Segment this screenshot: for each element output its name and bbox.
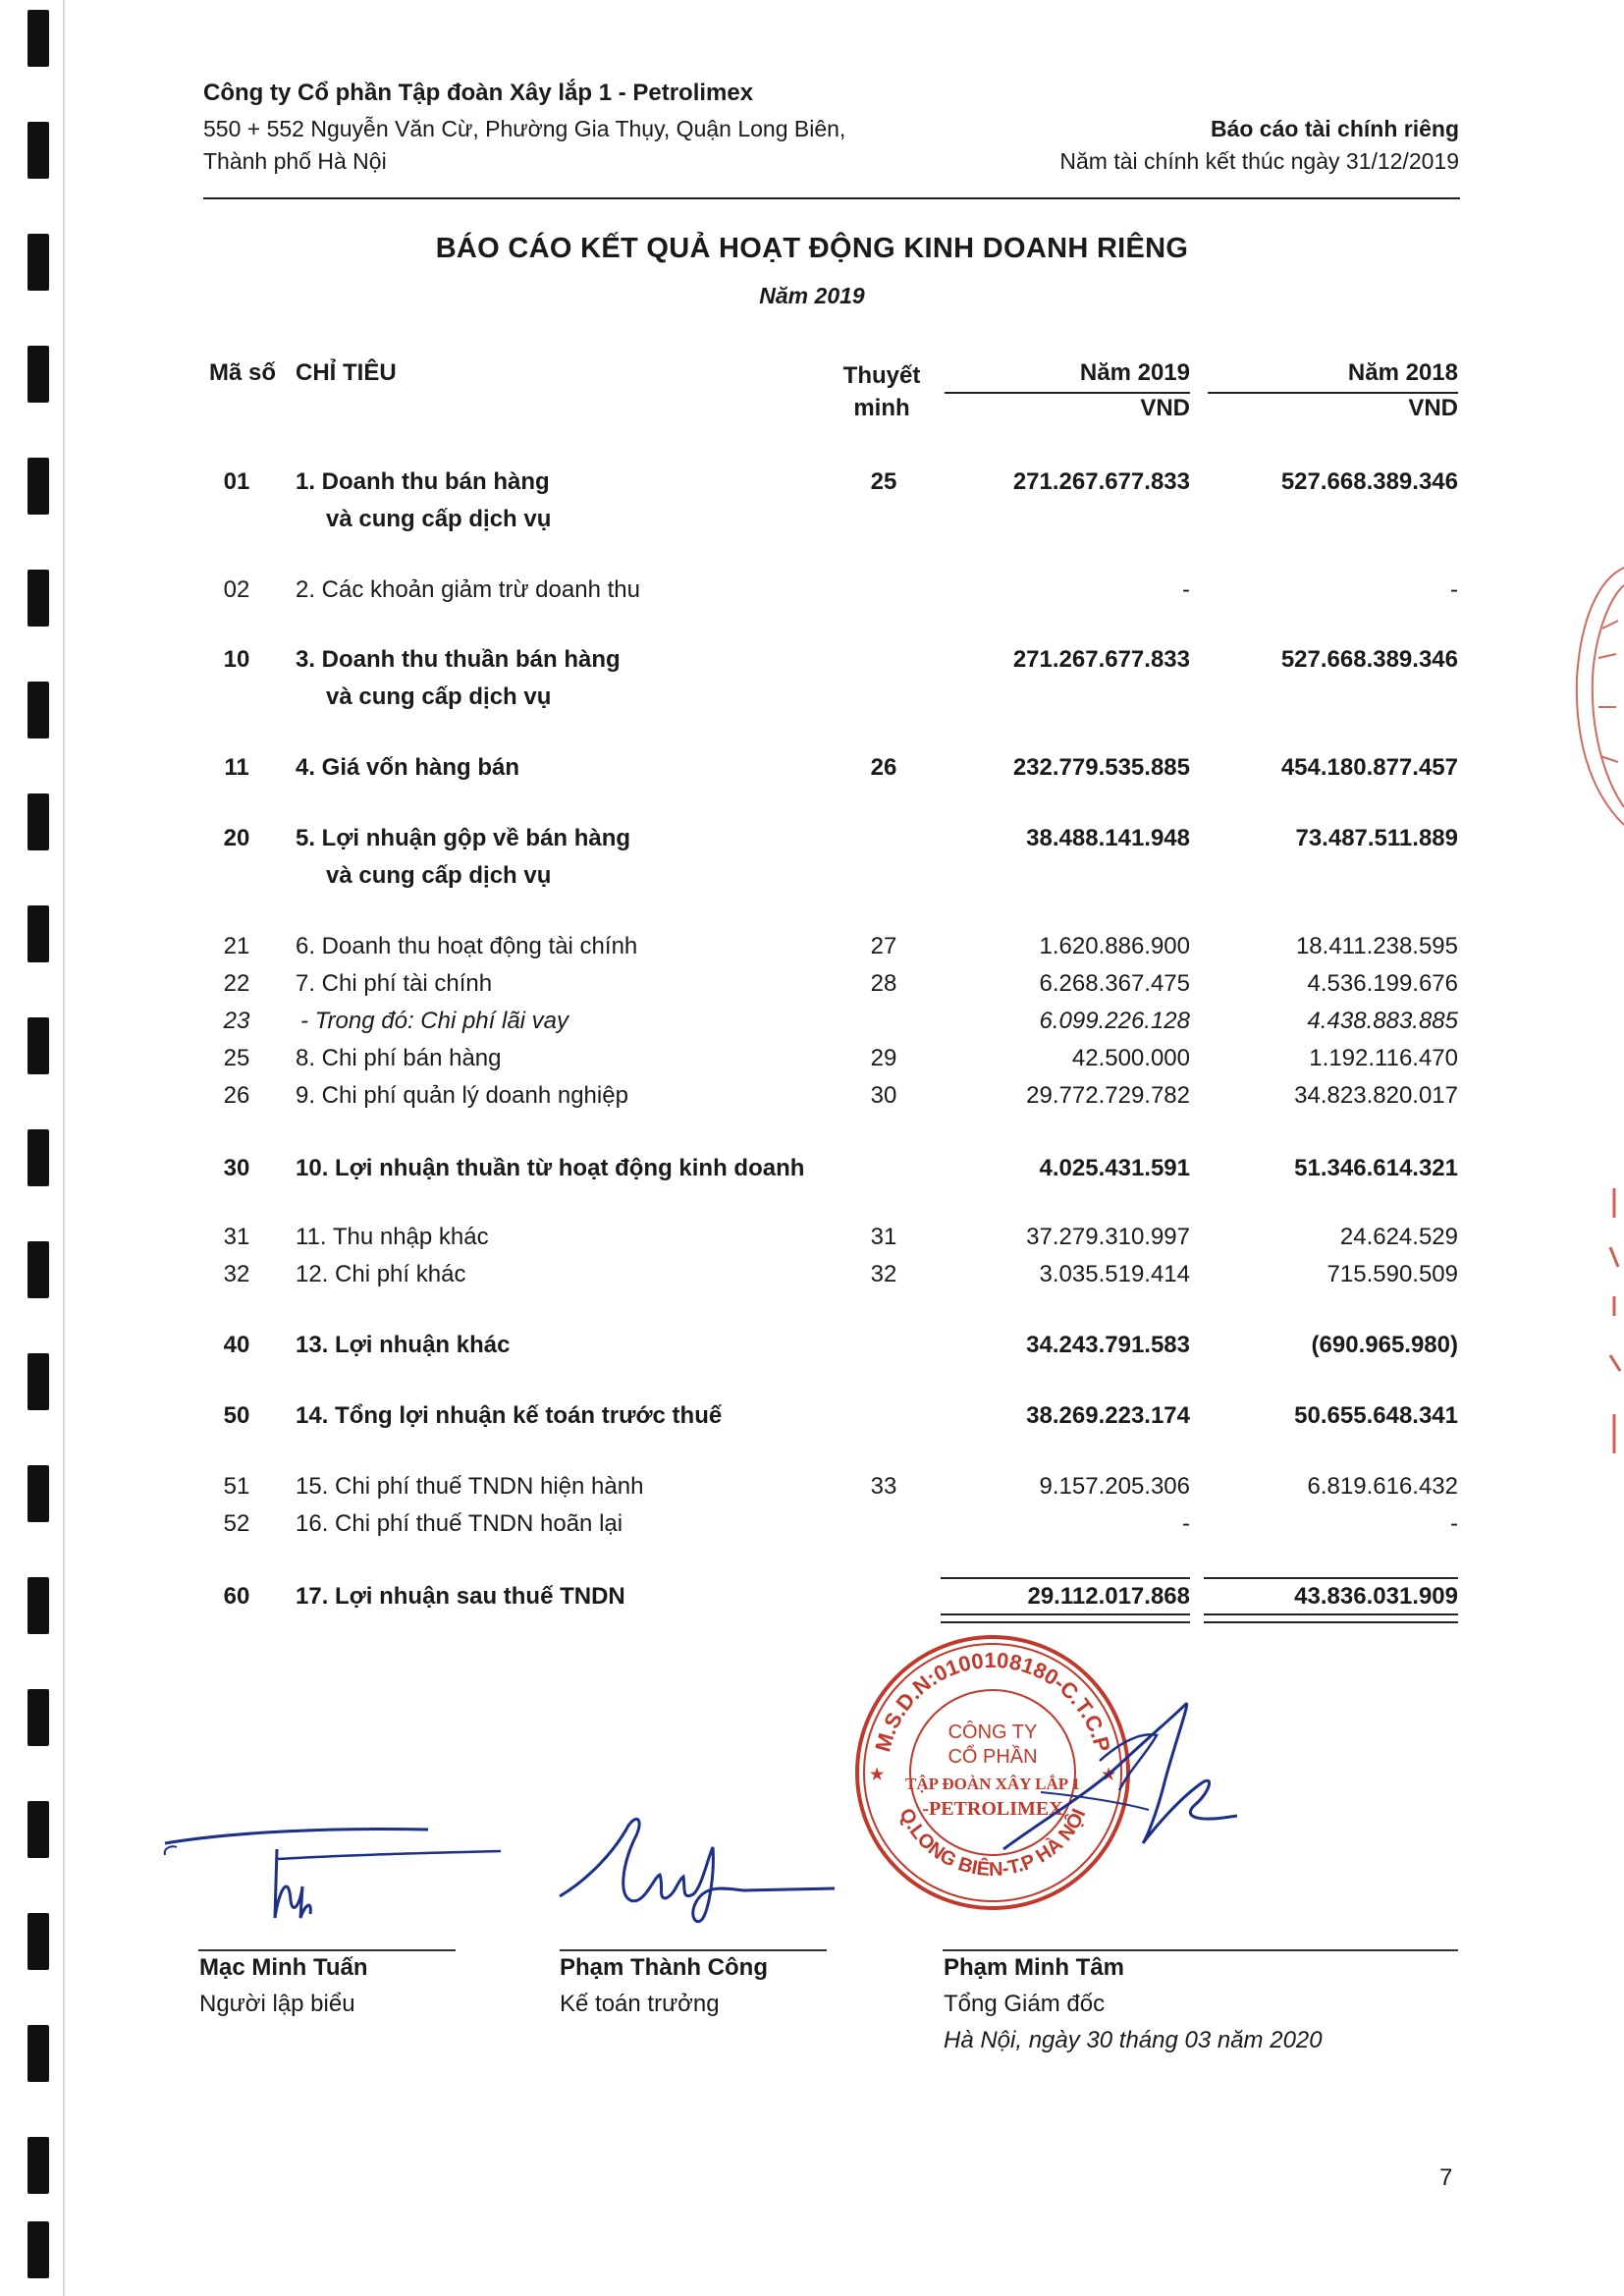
row-label: 9. Chi phí quản lý doanh nghiệp xyxy=(296,1082,628,1109)
seal-line-2: CỔ PHẦN xyxy=(947,1746,1038,1768)
row-code: 40 xyxy=(223,1332,250,1358)
row-value-2018: 454.180.877.457 xyxy=(1280,754,1458,781)
company-address: 550 + 552 Nguyễn Văn Cừ, Phường Gia Thụy, Quận Long Biên, xyxy=(203,116,846,141)
preparer-name: Mạc Minh Tuấn xyxy=(199,1954,368,1981)
row-note: 29 xyxy=(870,1045,897,1071)
general-director-name: Phạm Minh Tâm xyxy=(944,1954,1125,1981)
row-note: 32 xyxy=(870,1261,897,1287)
table-row xyxy=(0,1402,1624,1438)
column-header-note: Thuyết minh xyxy=(842,362,921,421)
row-code: 60 xyxy=(223,1583,250,1610)
table-row xyxy=(0,576,1624,612)
row-code: 52 xyxy=(223,1510,250,1537)
report-type: Báo cáo tài chính riêng xyxy=(1210,116,1459,141)
total-rule-top-2019 xyxy=(941,1577,1190,1579)
row-label: 4. Giá vốn hàng bán xyxy=(296,754,520,781)
row-label: - Trong đó: Chi phí lãi vay xyxy=(300,1008,569,1034)
row-value-2019: 38.488.141.948 xyxy=(1026,825,1190,851)
row-code: 31 xyxy=(223,1224,250,1250)
general-director-role: Tổng Giám đốc xyxy=(944,1991,1106,2017)
row-code: 02 xyxy=(223,576,250,603)
seal-star-right: ★ xyxy=(1102,1767,1116,1783)
row-value-2018: 1.192.116.470 xyxy=(1309,1045,1458,1071)
signature-preparer xyxy=(157,1802,511,1920)
row-code: 01 xyxy=(223,468,250,495)
row-value-2019: 29.772.729.782 xyxy=(1026,1082,1190,1109)
row-value-2018: (690.965.980) xyxy=(1311,1332,1458,1358)
row-code: 21 xyxy=(223,933,250,959)
signature-chief-accountant xyxy=(550,1792,844,1940)
table-row xyxy=(0,933,1624,968)
column-rule-2019 xyxy=(945,392,1190,394)
row-label: 17. Lợi nhuận sau thuế TNDN xyxy=(296,1583,625,1610)
seal-tax-code: M.S.D.N:0100108180-C.T.C.P xyxy=(870,1647,1115,1755)
row-value-2018: 34.823.820.017 xyxy=(1294,1082,1458,1109)
row-value-2019: 42.500.000 xyxy=(1071,1045,1190,1071)
table-row xyxy=(0,1155,1624,1190)
binder-holes xyxy=(27,0,57,2296)
column-header-item: CHỈ TIÊU xyxy=(296,359,397,386)
row-value-2018: 43.836.031.909 xyxy=(1294,1583,1458,1610)
page-number: 7 xyxy=(1439,2164,1453,2191)
row-note: 28 xyxy=(870,970,897,997)
preparer-role: Người lập biểu xyxy=(199,1991,355,2017)
row-note: 25 xyxy=(870,468,897,495)
row-value-2018: - xyxy=(1450,1510,1458,1537)
row-value-2019: 232.779.535.885 xyxy=(1012,754,1190,781)
row-value-2018: 24.624.529 xyxy=(1339,1224,1458,1250)
row-value-2018: 527.668.389.346 xyxy=(1280,468,1458,495)
row-label-continued: và cung cấp dịch vụ xyxy=(326,683,552,710)
row-code: 23 xyxy=(223,1008,250,1034)
row-code: 11 xyxy=(224,754,249,781)
row-label: 16. Chi phí thuế TNDN hoãn lại xyxy=(296,1510,623,1537)
table-row xyxy=(0,1473,1624,1508)
partial-seal-right-edge xyxy=(1569,560,1624,845)
signature-line-preparer xyxy=(198,1949,456,1951)
table-row xyxy=(0,1082,1624,1118)
row-note: 27 xyxy=(870,933,897,959)
seal-line-3: TẬP ĐOÀN XÂY LẮP 1 xyxy=(905,1775,1080,1793)
row-value-2019: 29.112.017.868 xyxy=(1027,1583,1190,1610)
row-label: 13. Lợi nhuận khác xyxy=(296,1332,511,1358)
row-code: 25 xyxy=(223,1045,250,1071)
row-label: 7. Chi phí tài chính xyxy=(296,970,493,997)
seal-line-4: -PETROLIMEX xyxy=(922,1798,1063,1820)
signature-line-chief-accountant xyxy=(560,1949,827,1951)
row-value-2018: 715.590.509 xyxy=(1326,1261,1458,1287)
seal-district: Q.LONG BIÊN-T.P HÀ NỘI xyxy=(894,1805,1091,1882)
column-header-2018: Năm 2018 xyxy=(1347,359,1458,386)
table-row xyxy=(0,1008,1624,1043)
table-row xyxy=(0,825,1624,889)
row-label: 14. Tổng lợi nhuận kế toán trước thuế xyxy=(296,1402,723,1429)
row-label: 10. Lợi nhuận thuần từ hoạt động kinh doanh xyxy=(296,1155,805,1181)
document-subtitle: Năm 2019 xyxy=(759,283,865,308)
row-value-2019: 34.243.791.583 xyxy=(1026,1332,1190,1358)
row-value-2018: 50.655.648.341 xyxy=(1294,1402,1458,1429)
currency-2018: VND xyxy=(1408,395,1458,421)
fiscal-year: Năm tài chính kết thúc ngày 31/12/2019 xyxy=(1059,148,1459,174)
row-note: 30 xyxy=(870,1082,897,1109)
row-value-2019: 9.157.205.306 xyxy=(1039,1473,1190,1500)
row-value-2019: - xyxy=(1182,1510,1190,1537)
currency-2019: VND xyxy=(1140,395,1190,421)
row-label: 1. Doanh thu bán hàng xyxy=(296,468,550,495)
row-code: 51 xyxy=(223,1473,250,1500)
row-value-2018: 4.536.199.676 xyxy=(1307,970,1458,997)
row-code: 10 xyxy=(223,646,250,673)
company-name: Công ty Cổ phần Tập đoàn Xây lắp 1 - Petrolimex xyxy=(203,80,754,106)
row-value-2018: 527.668.389.346 xyxy=(1280,646,1458,673)
row-code: 20 xyxy=(223,825,250,851)
row-note: 31 xyxy=(870,1224,897,1250)
row-label: 8. Chi phí bán hàng xyxy=(296,1045,502,1071)
row-value-2018: 18.411.238.595 xyxy=(1295,933,1458,959)
row-value-2019: 3.035.519.414 xyxy=(1039,1261,1190,1287)
row-value-2019: 271.267.677.833 xyxy=(1012,646,1190,673)
seal-star-left: ★ xyxy=(870,1767,885,1783)
table-row xyxy=(0,646,1624,710)
table-row xyxy=(0,1045,1624,1080)
table-row xyxy=(0,1261,1624,1296)
row-code: 30 xyxy=(223,1155,250,1181)
table-row xyxy=(0,468,1624,532)
signature-line-general-director xyxy=(943,1949,1458,1951)
row-label: 2. Các khoản giảm trừ doanh thu xyxy=(296,576,640,603)
row-value-2019: 1.620.886.900 xyxy=(1039,933,1190,959)
partial-stamp-marks-right-edge xyxy=(1604,1178,1624,1473)
total-rule-top-2018 xyxy=(1204,1577,1458,1579)
row-value-2019: 6.099.226.128 xyxy=(1039,1008,1190,1034)
table-row xyxy=(0,1332,1624,1367)
row-value-2019: - xyxy=(1182,576,1190,603)
row-value-2018: - xyxy=(1450,576,1458,603)
row-label: 5. Lợi nhuận gộp về bán hàng xyxy=(296,825,631,851)
row-value-2019: 4.025.431.591 xyxy=(1039,1155,1190,1181)
row-value-2019: 6.268.367.475 xyxy=(1039,970,1190,997)
total-double-rule-2019 xyxy=(941,1613,1190,1623)
signature-general-director xyxy=(982,1674,1276,1890)
row-value-2019: 271.267.677.833 xyxy=(1012,468,1190,495)
table-row xyxy=(0,970,1624,1006)
document-title: BÁO CÁO KẾT QUẢ HOẠT ĐỘNG KINH DOANH RIÊNG xyxy=(435,233,1189,264)
row-label: 12. Chi phí khác xyxy=(296,1261,466,1287)
row-label: 6. Doanh thu hoạt động tài chính xyxy=(296,933,638,959)
seal-line-1: CÔNG TY xyxy=(947,1722,1038,1743)
row-label-continued: và cung cấp dịch vụ xyxy=(326,506,552,532)
table-row xyxy=(0,1224,1624,1259)
row-label: 3. Doanh thu thuần bán hàng xyxy=(296,646,621,673)
chief-accountant-name: Phạm Thành Công xyxy=(560,1954,768,1981)
row-value-2018: 73.487.511.889 xyxy=(1295,825,1458,851)
row-value-2018: 6.819.616.432 xyxy=(1307,1473,1458,1500)
company-city: Thành phố Hà Nội xyxy=(203,148,387,174)
row-code: 32 xyxy=(223,1261,250,1287)
row-note: 33 xyxy=(870,1473,897,1500)
column-rule-2018 xyxy=(1208,392,1458,394)
row-code: 50 xyxy=(223,1402,250,1429)
signing-date: Hà Nội, ngày 30 tháng 03 năm 2020 xyxy=(944,2027,1323,2053)
row-label: 15. Chi phí thuế TNDN hiện hành xyxy=(296,1473,644,1500)
table-row xyxy=(0,754,1624,790)
total-double-rule-2018 xyxy=(1204,1613,1458,1623)
row-value-2018: 4.438.883.885 xyxy=(1307,1008,1458,1034)
row-value-2019: 37.279.310.997 xyxy=(1026,1224,1190,1250)
header-divider xyxy=(203,197,1460,199)
row-code: 26 xyxy=(223,1082,250,1109)
row-label-continued: và cung cấp dịch vụ xyxy=(326,862,552,889)
chief-accountant-role: Kế toán trưởng xyxy=(560,1991,720,2017)
row-value-2018: 51.346.614.321 xyxy=(1294,1155,1458,1181)
row-label: 11. Thu nhập khác xyxy=(296,1224,489,1250)
row-code: 22 xyxy=(223,970,250,997)
row-value-2019: 38.269.223.174 xyxy=(1026,1402,1190,1429)
row-note: 26 xyxy=(870,754,897,781)
column-header-2019: Năm 2019 xyxy=(1079,359,1190,386)
column-header-code: Mã số xyxy=(209,359,277,386)
table-row xyxy=(0,1510,1624,1546)
